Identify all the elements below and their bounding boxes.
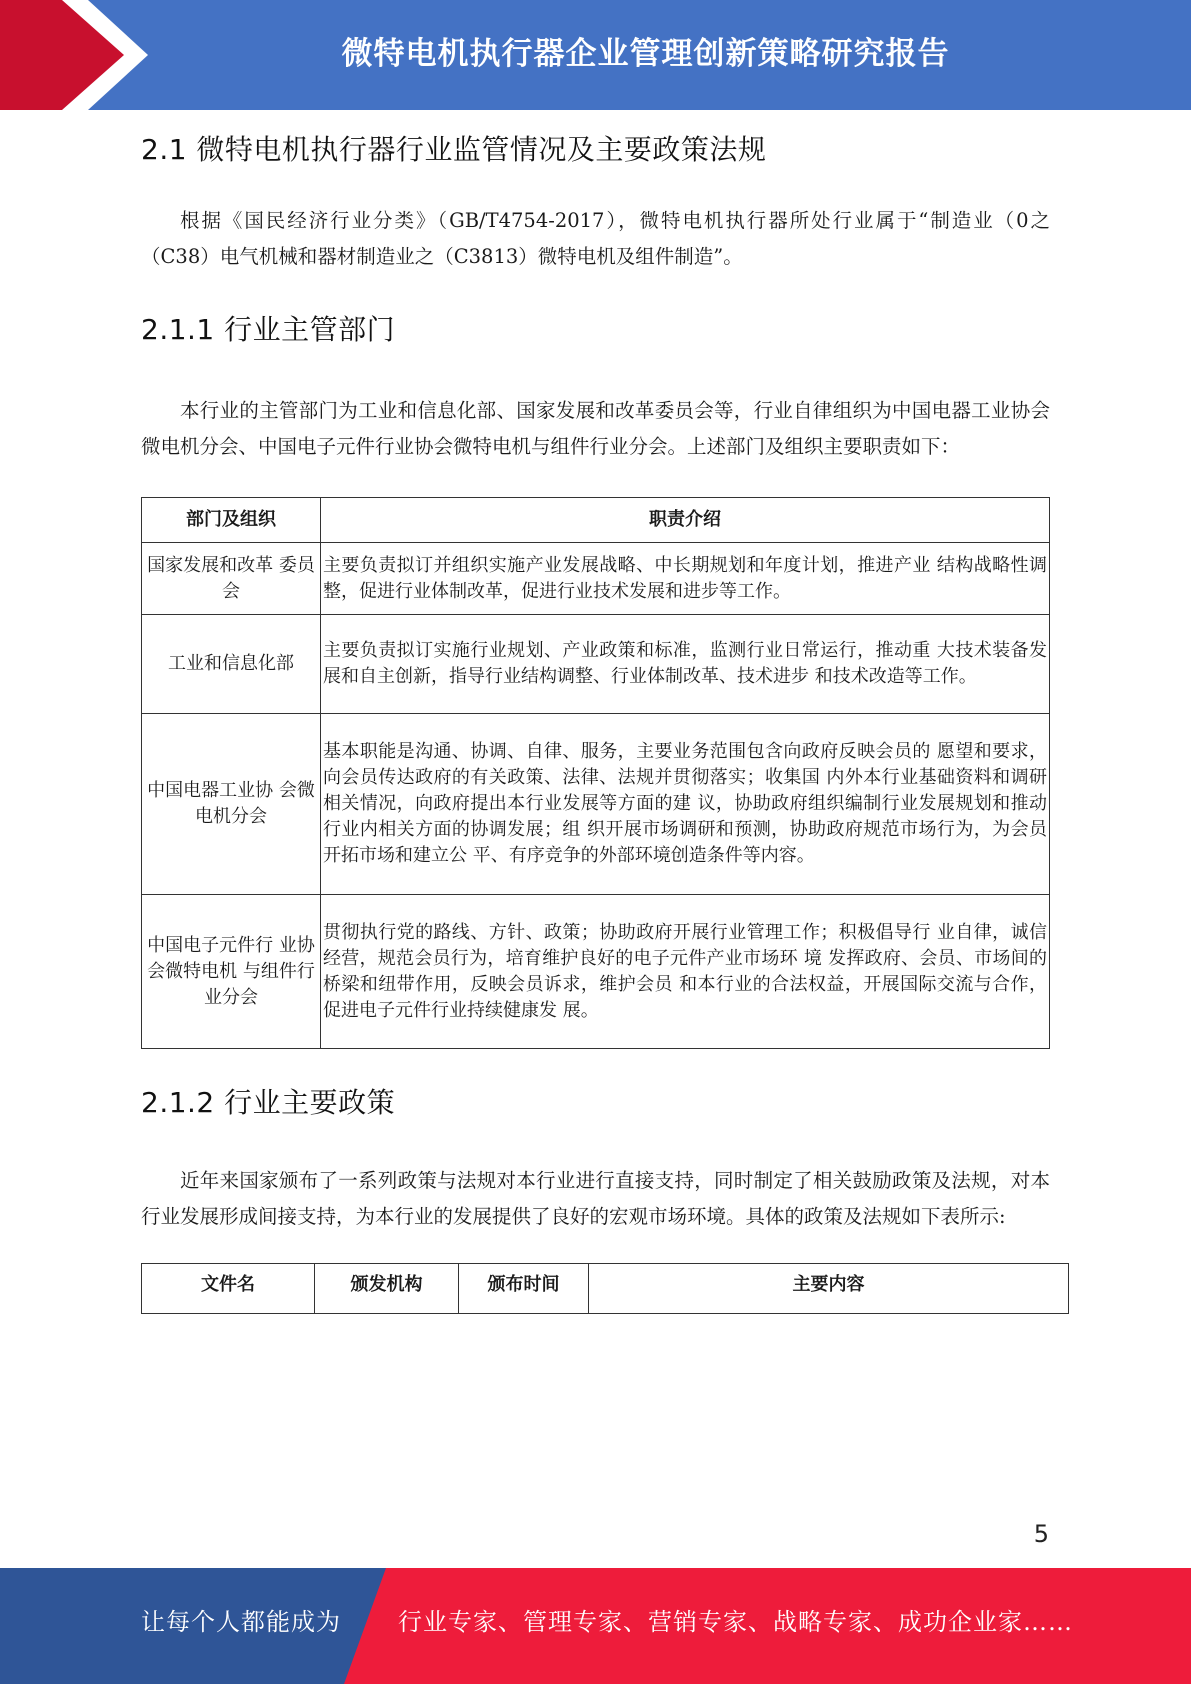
table-row <box>142 714 1050 895</box>
policy-paragraph: 近年来国家颁布了一系列政策与法规对本行业进行直接支持，同时制定了相关鼓励政策及法规，对本行业发展形成间接支持，为本行业的发展提供了良好的宏观市场环境。具体的政策及法规如下表所示: <box>141 1169 1050 1228</box>
table-header-row <box>142 1264 1069 1314</box>
table-header-row <box>142 498 1050 543</box>
footer-banner <box>0 1568 1191 1684</box>
page-content <box>141 128 1050 1314</box>
column-header-file-name: 文件名 <box>142 1264 315 1314</box>
report-title: 微特电机执行器企业管理创新策略研究报告 <box>341 35 950 72</box>
org-cell: 中国电器工业协 会微电机分会 <box>142 714 321 895</box>
org-cell: 工业和信息化部 <box>142 615 321 714</box>
column-header-main-content: 主要内容 <box>589 1264 1069 1314</box>
page-number: 5 <box>1033 1520 1049 1548</box>
org-cell: 中国电子元件行 业协会微特电机 与组件行业分会 <box>142 895 321 1049</box>
dept-duty-table <box>141 497 1050 1049</box>
footer-slogan-left: 让每个人都能成为 <box>141 1608 341 1636</box>
duty-cell: 主要负责拟订实施行业规划、产业政策和标准，监测行业日常运行，推动重 大技术装备发展和自主创新，指导行业结构调整、行业体制改革、技术进步 和技术改造等工作。 <box>321 615 1050 714</box>
section-heading-2-1-1: 2.1.1 行业主管部门 <box>141 313 396 346</box>
table-row <box>142 615 1050 714</box>
column-header-duty: 职责介绍 <box>321 498 1050 543</box>
org-cell: 国家发展和改革 委员会 <box>142 543 321 615</box>
section-heading-2-1: 2.1 微特电机执行器行业监管情况及主要政策法规 <box>141 133 767 166</box>
duty-cell: 贯彻执行党的路线、方针、政策；协助政府开展行业管理工作；积极倡导行 业自律，诚信经营，规范会员行为，培育维护良好的电子元件产业市场环 境 发挥政府、会员、市场间的桥梁和纽带作用，反映会员诉求，维护会员 和本行业的合法权益，开展国际交流与合作，促进电子元件行业持续健康发 展。 <box>321 895 1050 1049</box>
table-row <box>142 543 1050 615</box>
table-row <box>142 895 1050 1049</box>
column-header-issuer: 颁发机构 <box>315 1264 459 1314</box>
column-header-issue-date: 颁布时间 <box>459 1264 589 1314</box>
column-header-org: 部门及组织 <box>142 498 321 543</box>
footer-slogan-right: 行业专家、管理专家、营销专家、战略专家、成功企业家…… <box>398 1608 1073 1636</box>
duty-cell: 主要负责拟订并组织实施产业发展战略、中长期规划和年度计划，推进产业 结构战略性调整，促进行业体制改革，促进行业技术发展和进步等工作。 <box>321 543 1050 615</box>
intro-paragraph: 根据《国民经济行业分类》（GB/T4754-2017），微特电机执行器所处行业属于“制造业（0之（C38）电气机械和器材制造业之（C3813）微特电机及组件制造”。 <box>141 209 1050 268</box>
duty-cell: 基本职能是沟通、协调、自律、服务，主要业务范围包含向政府反映会员的 愿望和要求，向会员传达政府的有关政策、法律、法规并贯彻落实；收集国 内外本行业基础资料和调研相关情况，向政府提出本行业发展等方面的建 议，协助政府组织编制行业发展规划和推动行业内相关方面的协调发展；组 织开展市场调研和预测，协助政府规范市场行为，为会员开拓市场和建立公 平、有序竞争的外部环境创造条件等内容。 <box>321 714 1050 895</box>
dept-paragraph: 本行业的主管部门为工业和信息化部、国家发展和改革委员会等，行业自律组织为中国电器工业协会微电机分会、中国电子元件行业协会微特电机与组件行业分会。上述部门及组织主要职责如下： <box>141 399 1050 458</box>
policy-table <box>141 1263 1069 1314</box>
header-banner <box>0 0 1191 110</box>
section-heading-2-1-2: 2.1.2 行业主要政策 <box>141 1086 396 1119</box>
